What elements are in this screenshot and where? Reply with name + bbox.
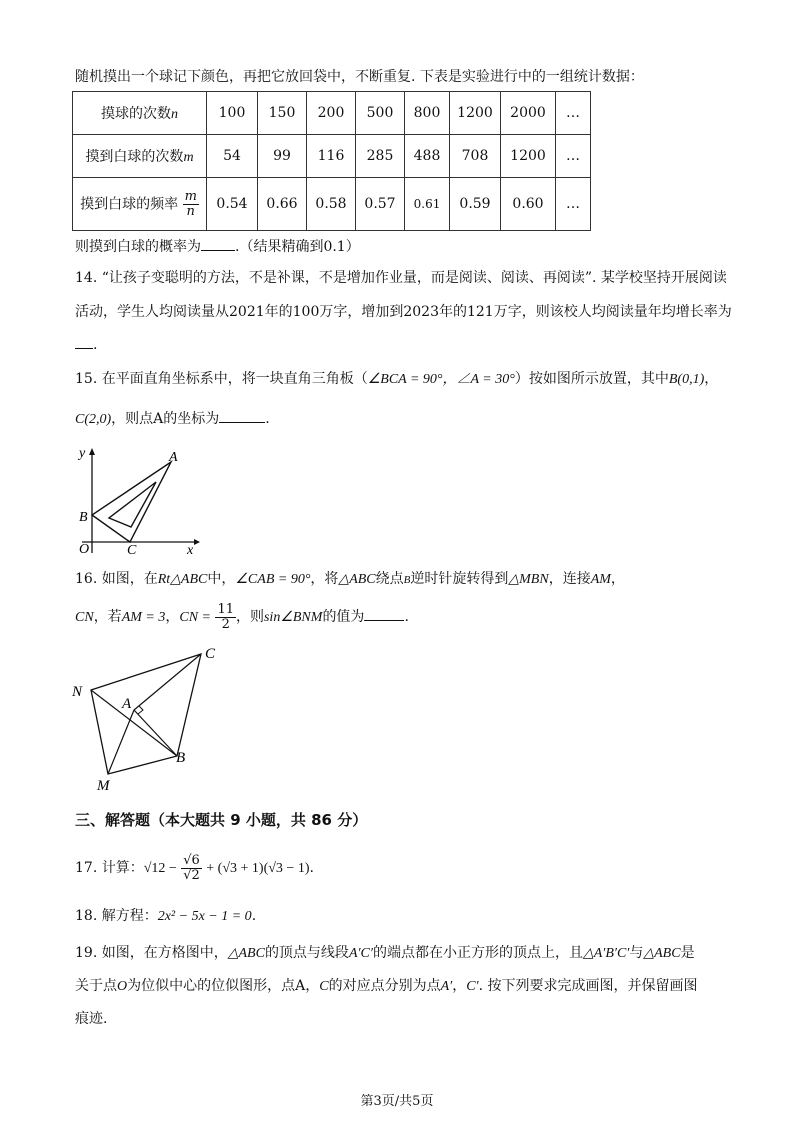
q15-line1: 15. 在平面直角坐标系中，将一块直角三角板（∠BCA = 90°，∠A = 30°）按如图所示放置，其中B(0,1)， xyxy=(75,371,719,387)
table-cell: 99 xyxy=(258,135,307,178)
fraction-11-over-2: $\frac{11}{2}$ xyxy=(217,601,234,632)
table-cell: 0.66 xyxy=(258,178,307,231)
table-header-white-count: 摸到白球的次数m xyxy=(73,135,207,178)
table-header-trials: 摸球的次数n xyxy=(73,92,207,135)
table-cell: 0.61 xyxy=(405,178,450,231)
q15-line2: C(2,0)，则点A的坐标为 . xyxy=(75,408,270,431)
table-header-frequency: 摸到白球的频率 $\frac{m}{n}$ xyxy=(73,178,207,231)
q16-line1: 16. 如图，在Rt△ABC中，∠CAB = 90°，将△ABC绕点B逆时针旋转得到△MBN，连接AM， xyxy=(75,571,625,587)
table-cell: 2000 xyxy=(501,92,556,135)
table-cell: 488 xyxy=(405,135,450,178)
label-y: y xyxy=(79,446,86,461)
table-cell: 500 xyxy=(356,92,405,135)
q13-question: 则摸到白球的概率为 .（结果精确到0.1） xyxy=(75,236,360,258)
triangle-outer xyxy=(92,462,171,542)
segment-CA xyxy=(134,654,201,710)
table-row xyxy=(73,178,591,231)
answer-blank[interactable] xyxy=(75,334,93,349)
label-B: B xyxy=(79,510,88,525)
label-A: A xyxy=(169,450,178,465)
q14-line3: . xyxy=(75,334,97,356)
q19-line2: 关于点O为位似中心的位似图形，点A，C的对应点分别为点A′，C′. 按下列要求完成画图，并保留画图 xyxy=(75,978,698,994)
fraction-sqrt6-over-sqrt2: $\frac{√6}{√2}$ xyxy=(183,852,200,883)
table-cell: … xyxy=(556,178,591,231)
label-M: M xyxy=(97,778,110,794)
table-cell: 100 xyxy=(207,92,258,135)
table-row xyxy=(73,92,591,135)
segment-NB xyxy=(91,690,177,756)
right-angle-mark xyxy=(138,706,143,714)
q19-line3: 痕迹. xyxy=(75,1011,108,1027)
label-A: A xyxy=(122,696,132,712)
y-axis-arrow-icon xyxy=(89,448,95,455)
q18: 18. 解方程：2x² − 5x − 1 = 0. xyxy=(75,908,257,924)
q14-line2: 活动，学生人均阅读量从2021年的100万字，增加到2023年的121万字，则该校人均阅读量年均增长率为 xyxy=(75,304,732,320)
table-cell: 800 xyxy=(405,92,450,135)
answer-blank[interactable] xyxy=(201,236,235,251)
table-cell: 708 xyxy=(450,135,501,178)
table-cell: 116 xyxy=(307,135,356,178)
segment-AM xyxy=(108,710,134,774)
segment-AB xyxy=(134,710,177,756)
page-footer: 第3页/共5页 xyxy=(360,1094,434,1109)
table-cell: 1200 xyxy=(501,135,556,178)
q17: 17. 计算：√12 − $\frac{√6}{√2}$ + (√3 + 1)(√3 − 1). xyxy=(75,852,314,883)
table-cell: 0.59 xyxy=(450,178,501,231)
figure-15-coordinate-triangle xyxy=(72,445,202,557)
table-cell: 0.57 xyxy=(356,178,405,231)
answer-blank[interactable] xyxy=(219,408,265,423)
q16-line2: CN，若AM = 3，CN = $\frac{11}{2}$ ，则sin∠BNM的值为 . xyxy=(75,601,409,632)
label-C: C xyxy=(205,646,216,662)
label-C: C xyxy=(127,543,137,557)
table-cell: 0.58 xyxy=(307,178,356,231)
section-heading: 三、解答题（本大题共 9 小题，共 86 分） xyxy=(75,811,368,829)
q14-line1: 14. “让孩子变聪明的方法，不是补课，不是增加作业量，而是阅读、阅读、再阅读”. 某学校坚持开展阅读 xyxy=(75,270,727,286)
label-B: B xyxy=(176,750,186,766)
figure-16-rotation xyxy=(68,640,228,800)
answer-blank[interactable] xyxy=(364,606,404,621)
table-cell: 150 xyxy=(258,92,307,135)
label-x: x xyxy=(187,543,194,557)
table-cell: 54 xyxy=(207,135,258,178)
stats-table xyxy=(72,91,591,231)
q19-line1: 19. 如图，在方格图中，△ABC的顶点与线段A′C′的端点都在小正方形的顶点上，且△A′B′C′与△ABC是 xyxy=(75,945,695,961)
table-row xyxy=(73,135,591,178)
label-O: O xyxy=(79,542,90,557)
table-cell: 0.60 xyxy=(501,178,556,231)
x-axis-arrow-icon xyxy=(194,539,200,545)
fraction-m-over-n: $\frac{m}{n}$ xyxy=(184,188,197,219)
table-cell: 0.54 xyxy=(207,178,258,231)
table-cell: … xyxy=(556,135,591,178)
table-cell: 200 xyxy=(307,92,356,135)
table-cell: 285 xyxy=(356,135,405,178)
table-cell: … xyxy=(556,92,591,135)
label-N: N xyxy=(72,684,83,700)
q13-intro: 随机摸出一个球记下颜色，再把它放回袋中，不断重复. 下表是实验进行中的一组统计数据： xyxy=(75,69,644,85)
table-cell: 1200 xyxy=(450,92,501,135)
